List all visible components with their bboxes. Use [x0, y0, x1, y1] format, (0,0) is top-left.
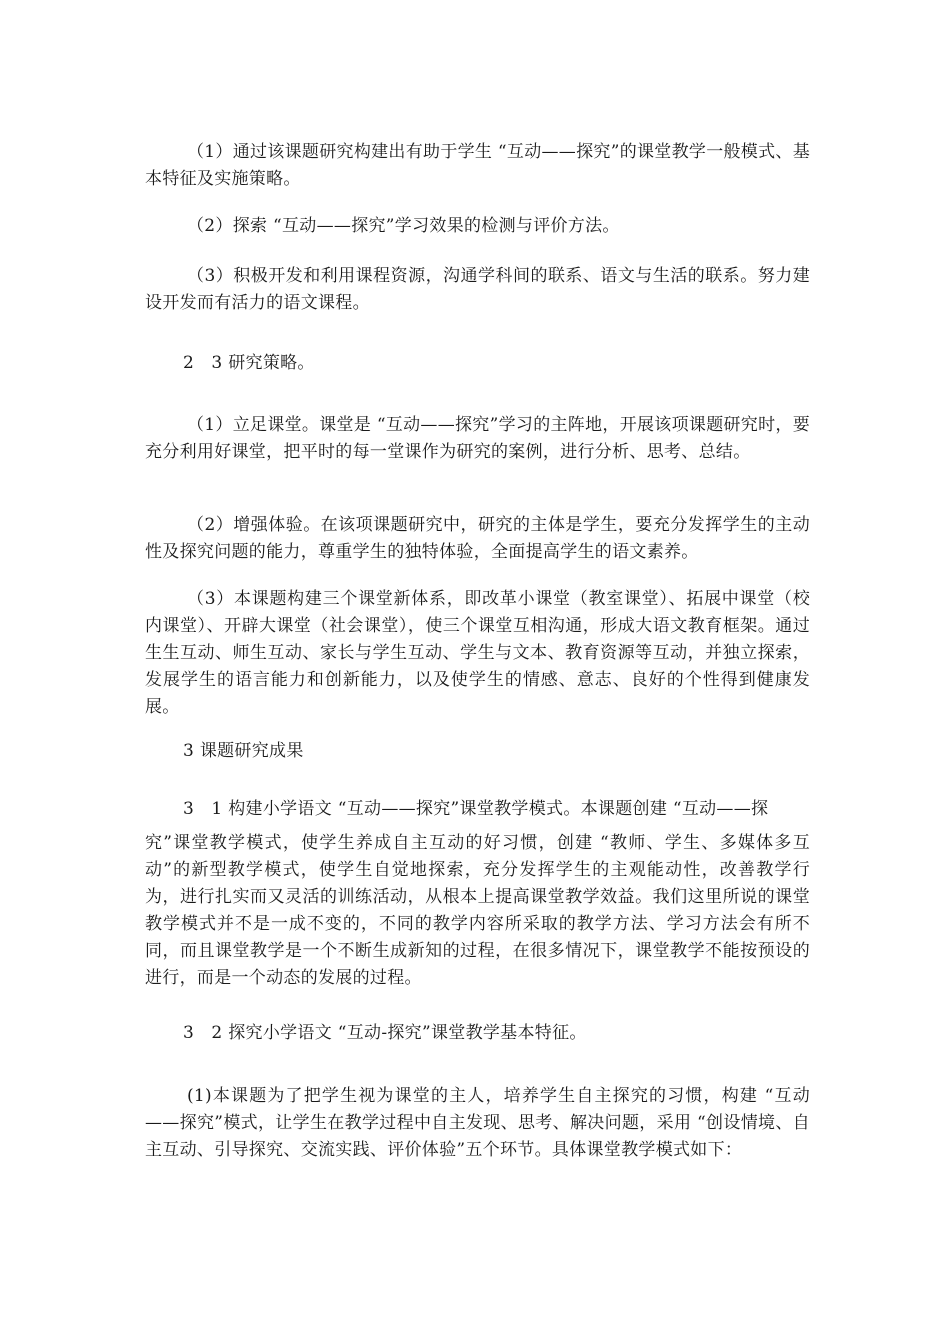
goal-paragraph-2: （2）探索 “互动——探究”学习效果的检测与评价方法。: [187, 216, 620, 236]
section-heading-3: 3 课题研究成果: [183, 741, 304, 761]
goal-paragraph-1: （1）通过该课题研究构建出有助于学生 “互动——探究”的课堂教学一般模式、基本特征及实施策略。: [145, 142, 810, 189]
features-paragraph-1: (1)本课题为了把学生视为课堂的主人，培养学生自主探究的习惯，构建 “互动——探究”模式，让学生在教学过程中自主发现、思考、解决问题，采用 “创设情境、自主互动、引导探究、交流实践、评价体验”五个环节。具体课堂教学模式如下：: [145, 1086, 810, 1160]
goal-paragraph-3: （3）积极开发和利用课程资源，沟通学科间的联系、语文与生活的联系。努力建设开发而有活力的语文课程。: [145, 266, 810, 313]
section-heading-3-1: 3 1 构建小学语文 “互动——探究”课堂教学模式。本课题创建 “互动——探: [183, 799, 769, 819]
section-heading-2-3: 2 3 研究策略。: [183, 353, 315, 373]
section-heading-3-2: 3 2 探究小学语文 “互动-探究”课堂教学基本特征。: [183, 1023, 587, 1043]
strategy-paragraph-2: （2）增强体验。在该项课题研究中，研究的主体是学生，要充分发挥学生的主动性及探究问题的能力，尊重学生的独特体验，全面提高学生的语文素养。: [145, 515, 810, 562]
strategy-paragraph-3: （3）本课题构建三个课堂新体系，即改革小课堂（教室课堂）、拓展中课堂（校内课堂）、开辟大课堂（社会课堂），使三个课堂互相沟通，形成大语文教育框架。通过生生互动、师生互动、家长与学生互动、学生与文本、教育资源等互动，并独立探索，发展学生的语言能力和创新能力，以及使学生的情感、意志、良好的个性得到健康发展。: [145, 589, 810, 717]
strategy-paragraph-1: （1）立足课堂。课堂是 “互动——探究”学习的主阵地，开展该项课题研究时，要充分利用好课堂，把平时的每一堂课作为研究的案例，进行分析、思考、总结。: [145, 415, 810, 462]
results-paragraph-1: 究”课堂教学模式，使学生养成自主互动的好习惯，创建 “教师、学生、多媒体多互动”的新型教学模式，使学生自觉地探索，充分发挥学生的主观能动性，改善教学行为，进行扎实而又灵活的训练活动，从根本上提高课堂教学效益。我们这里所说的课堂教学模式并不是一成不变的，不同的教学内容所采取的教学方法、学习方法会有所不同，而且课堂教学是一个不断生成新知的过程，在很多情况下，课堂教学不能按预设的进行，而是一个动态的发展的过程。: [145, 833, 810, 988]
